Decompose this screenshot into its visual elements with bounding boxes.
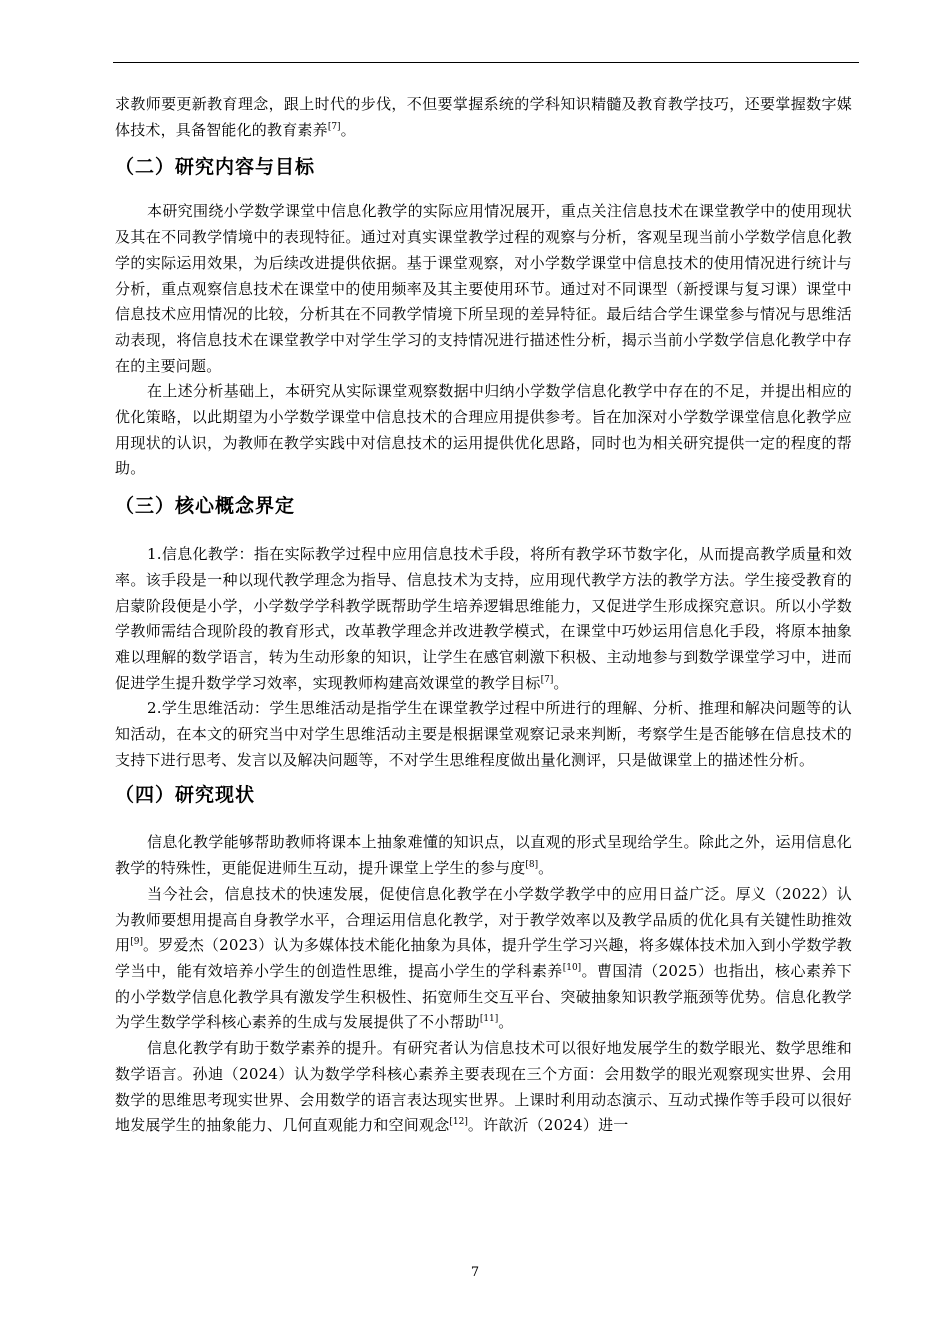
paragraph-tail: 。: [538, 859, 554, 878]
paragraph-text: 信息化教学有助于数学素养的提升。有研究者认为信息技术可以很好地发展学生的数学眼光、数学思维和数学语言。孙迪（2024）认为数学学科核心素养主要表现在三个方面：会用数学的眼光观察现实世界、会用数学的思维思考现实世界、会用数学的语言表达现实世界。上课时利用动态演示、互动式操作等手段可以很好地发展学生的抽象能力、几何直观能力和空间观念: [115, 1039, 852, 1135]
citation-ref: [7]: [327, 121, 341, 132]
paragraph-status-2: [115, 882, 852, 1036]
header-rule: [113, 62, 859, 63]
citation-ref: [8]: [525, 860, 539, 871]
section-heading-research-status: （四）研究现状: [115, 784, 256, 807]
paragraph-status-3: [115, 1036, 852, 1139]
citation-ref: [11]: [479, 1014, 499, 1025]
page-number: 7: [470, 1265, 480, 1280]
paragraph-text: 当今社会，信息技术的快速发展，促使信息化教学在小学数学教学中的应用日益广泛。厚义（2022）认为教师要想用提高自身教学水平，合理运用信息化教学，对于教学效率以及教学品质的优化具有关键性助推效用: [115, 884, 852, 955]
citation-ref: [10]: [562, 962, 582, 973]
paragraph-continued: [115, 92, 852, 143]
paragraph-text: 求教师要更新教育理念，跟上时代的步伐，不但要掌握系统的学科知识精髓及教育教学技巧，还要掌握数字媒体技术，具备智能化的教育素养: [115, 95, 852, 139]
paragraph-text: 1.信息化教学：指在实际教学过程中应用信息技术手段，将所有教学环节数字化，从而提高教学质量和效率。该手段是一种以现代教学理念为指导、信息技术为支持，应用现代教学方法的教学方法。学生接受教育的启蒙阶段便是小学，小学数学学科教学既帮助学生培养逻辑思维能力，又促进学生形成探究意识。所以小学数学教师需结合现阶段的教育形式，改革教学理念并改进教学模式，在课堂中巧妙运用信息化手段，将原本抽象难以理解的数学语言，转为生动形象的知识，让学生在感官刺激下积极、主动地参与到数学课堂学习中，进而促进学生提升数学学习效率，实现教师构建高效课堂的教学目标: [115, 545, 852, 692]
section-heading-research-content: （二）研究内容与目标: [115, 156, 316, 179]
paragraph-tail: 。: [553, 673, 569, 692]
paragraph-definition-informatized-teaching: [115, 542, 852, 696]
paragraph-tail: 。: [340, 120, 356, 139]
paragraph-research-content-2: 在上述分析基础上，本研究从实际课堂观察数据中归纳小学数学信息化教学中存在的不足，并提出相应的优化策略，以此期望为小学数学课堂中信息技术的合理应用提供参考。旨在加深对小学数学课堂信息化教学应用现状的认识，为教师在教学实践中对信息技术的运用提供优化思路，同时也为相关研究提供一定的程度的帮助。: [115, 382, 852, 478]
paragraph-status-1: [115, 830, 852, 881]
paragraph-text: 信息化教学能够帮助教师将课本上抽象难懂的知识点，以直观的形式呈现给学生。除此之外，运用信息化教学的特殊性，更能促进师生互动，提升课堂上学生的参与度: [115, 833, 852, 878]
paragraph-tail: 。: [498, 1013, 514, 1032]
paragraph-definition-thinking-activity: 2.学生思维活动：学生思维活动是指学生在课堂教学过程中所进行的理解、分析、推理和解决问题等的认知活动，在本文的研究当中对学生思维活动主要是根据课堂观察记录来判断，考察学生是否能够在信息技术的支持下进行思考、发言以及解决问题等，不对学生思维程度做出量化测评，只是做课堂上的描述性分析。: [115, 699, 852, 769]
paragraph-text: 。曹国清（2025）也指出，核心素养下的小学数学信息化教学具有激发学生积极性、拓宽师生交互平台、突破抽象知识教学瓶颈等优势。信息化教学为学生数学学科核心素养的生成与发展提供了不小帮助: [115, 961, 852, 1032]
paragraph-text: 。许歆沂（2024）进一: [467, 1116, 629, 1135]
citation-ref: [12]: [449, 1117, 468, 1128]
paragraph-text: 。罗爱杰（2023）认为多媒体技术能化抽象为具体，提升学生学习兴趣，将多媒体技术加入到小学数学教学当中，能有效培养小学生的创造性思维，提高小学生的学科素养: [115, 936, 853, 980]
section-heading-core-concepts: （三）核心概念界定: [115, 495, 296, 518]
page-body: [115, 92, 852, 1139]
citation-ref: [9]: [130, 937, 143, 948]
citation-ref: [7]: [540, 674, 554, 685]
paragraph-research-content-1: 本研究围绕小学数学课堂中信息化教学的实际应用情况展开，重点关注信息技术在课堂教学中的使用现状及其在不同教学情境中的表现特征。通过对真实课堂教学过程的观察与分析，客观呈现当前小学数学信息化教学的实际运用效果，为后续改进提供依据。基于课堂观察，对小学数学课堂中信息技术的使用情况进行统计与分析，重点观察信息技术在课堂中的使用频率及其主要使用环节。通过对不同课型（新授课与复习课）课堂中信息技术应用情况的比较，分析其在不同教学情境下所呈现的差异特征。最后结合学生课堂参与情况与思维活动表现，将信息技术在课堂教学中对学生学习的支持情况进行描述性分析，揭示当前小学数学信息化教学中存在的主要问题。: [115, 202, 852, 375]
